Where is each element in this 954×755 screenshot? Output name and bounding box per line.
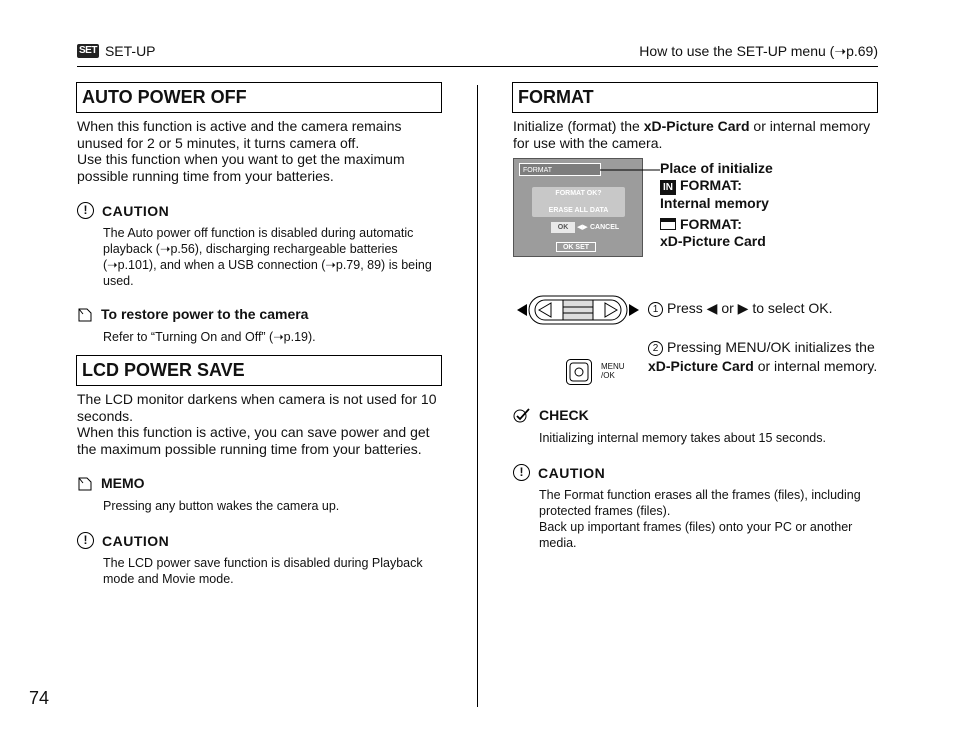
caution-label-2: ! CAUTION: [77, 532, 169, 549]
step-2: 2 Pressing MENU/OK initializes the xD-Picture Card or internal memory.: [648, 339, 878, 374]
lcd-set-button: OK SET: [556, 242, 596, 252]
lcd-dialog: [532, 187, 625, 217]
lcd-arrows-icon: ◀▶: [577, 224, 588, 231]
caution-text-2: The LCD power save function is disabled during Playback mode and Movie mode.: [103, 556, 423, 586]
lcd-cancel-button[interactable]: CANCEL: [590, 224, 620, 231]
auto-power-off-p1: When this function is active and the camera remains unused for 2 or 5 minutes, it turns camera off.: [77, 118, 402, 151]
internal-memory-icon: IN: [660, 180, 676, 195]
caution-icon: !: [513, 464, 530, 481]
xd-card-icon: [660, 218, 676, 230]
caution-label-1: ! CAUTION: [77, 202, 169, 219]
format-intro: Initialize (format) the xD-Picture Card or internal memory for use with the camera.: [513, 118, 871, 151]
header-divider: [77, 66, 878, 67]
lcd-format-tab: FORMAT: [519, 163, 601, 176]
format-title: FORMAT: [512, 82, 878, 113]
lcd-erase: ERASE ALL DATA: [548, 207, 609, 214]
menu-ok-button-icon: [566, 359, 592, 385]
restore-label: To restore power to the camera: [77, 306, 308, 322]
caution-icon: !: [77, 202, 94, 219]
auto-power-off-p2: Use this function when you want to get the maximum possible running time from your batteries.: [77, 151, 405, 184]
check-text: Initializing internal memory takes about 15 seconds.: [539, 431, 826, 445]
arrow-pad-icon: [517, 294, 639, 326]
step-number-icon: 2: [648, 341, 663, 356]
setup-icon: SET: [79, 45, 97, 56]
auto-power-off-title: AUTO POWER OFF: [76, 82, 442, 113]
lcd-power-save-p1: The LCD monitor darkens when camera is not used for 10 seconds.: [77, 391, 437, 424]
step-number-icon: 1: [648, 302, 663, 317]
callout-line: [600, 165, 662, 175]
header-left: [77, 43, 156, 59]
lcd-power-save-p2: When this function is active, you can save power and get the maximum possible running time from your batteries.: [77, 424, 430, 457]
lcd-power-save-title: LCD POWER SAVE: [76, 355, 442, 386]
header-section: SET-UP: [104, 43, 156, 59]
memo-pencil-icon: [77, 475, 93, 491]
caution-text-3b: Back up important frames (files) onto your PC or another media.: [539, 520, 853, 550]
lcd-ok-button[interactable]: OK: [551, 222, 575, 233]
memo-label: MEMO: [77, 475, 145, 491]
lcd-question: FORMAT OK?: [555, 190, 602, 197]
check-icon: [513, 407, 531, 423]
check-label: CHECK: [513, 407, 589, 423]
restore-text: Refer to “Turning On and Off” (➝p.19).: [103, 330, 316, 344]
menu-ok-label: MENU /OK: [601, 362, 625, 380]
step-1: 1 Press ◀ or ▶ to select OK.: [648, 300, 878, 317]
memo-pencil-icon: [77, 306, 93, 322]
caution-text-3a: The Format function erases all the frames (files), including protected frames (files).: [539, 488, 861, 518]
page-number: 74: [29, 688, 50, 708]
memo-text: Pressing any button wakes the camera up.: [103, 499, 340, 513]
caution-text-1: The Auto power off function is disabled during automatic playback (➝p.56), discharging rechargeable batteries (➝p.101), and when a USB connection (➝p.79, 89) is being used.: [103, 226, 432, 288]
caution-icon: !: [77, 532, 94, 549]
column-divider: [477, 85, 478, 707]
header-right: How to use the SET-UP menu (➝p.69): [639, 43, 878, 59]
caution-label-3: ! CAUTION: [513, 464, 605, 481]
place-of-initialize: Place of initialize IN FORMAT: Internal memory FORMAT: xD-Picture Card: [660, 160, 773, 249]
